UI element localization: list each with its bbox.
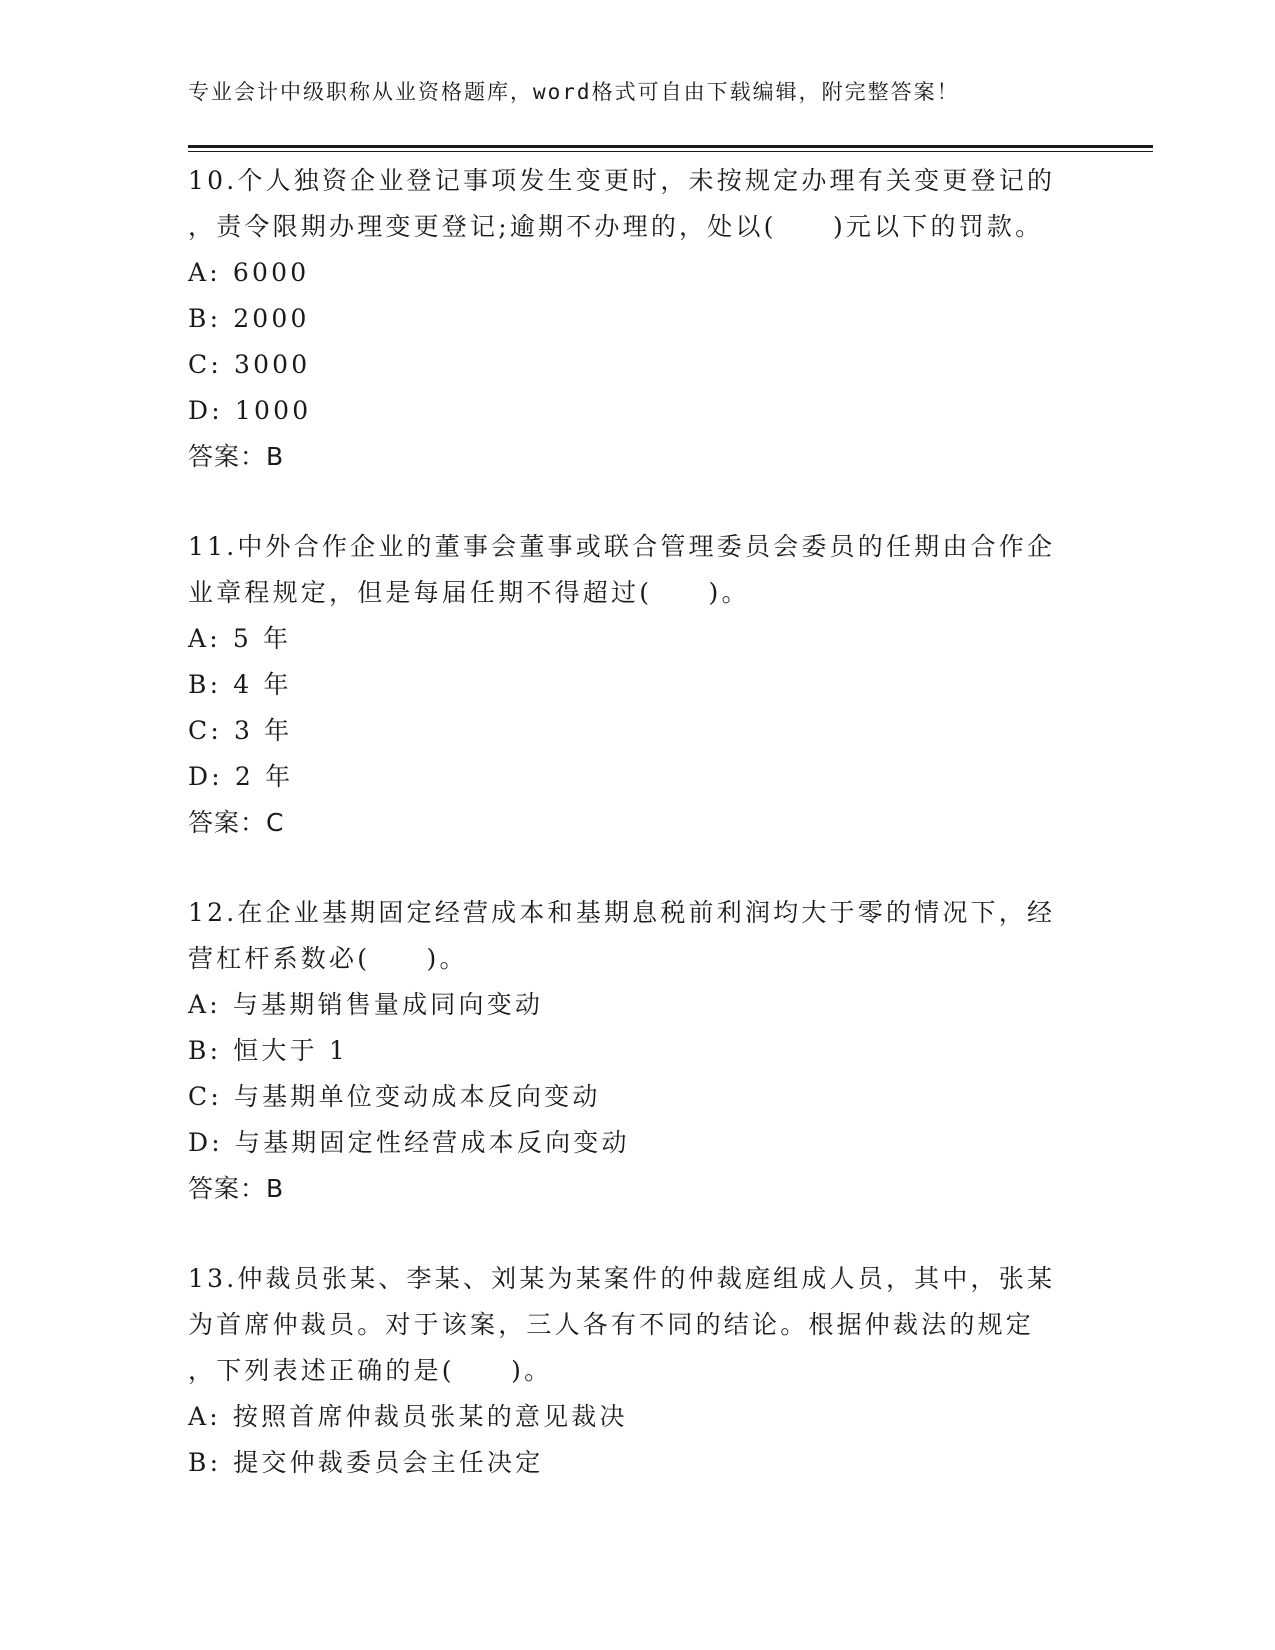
question-stem (188, 524, 1088, 616)
option-list (188, 982, 1088, 1166)
question-stem (188, 1256, 1088, 1394)
option-d: D: 2 年 (188, 762, 294, 791)
header-rule-thick (188, 145, 1153, 148)
option-list (188, 250, 1088, 434)
option-b: B: 提交仲裁委员会主任决定 (188, 1448, 544, 1477)
answer: 答案：B (188, 442, 285, 471)
option-d: D: 与基期固定性经营成本反向变动 (188, 1128, 630, 1157)
option-b: B: 2000 (188, 304, 310, 333)
question-10 (188, 158, 1088, 480)
option-a: A: 6000 (188, 258, 310, 287)
option-b: B: 恒大于 1 (188, 1036, 349, 1065)
stem-line: 10.个人独资企业登记事项发生变更时，未按规定办理有关变更登记的 (188, 166, 1056, 195)
stem-line: 12.在企业基期固定经营成本和基期息税前利润均大于零的情况下，经 (188, 898, 1056, 927)
question-11 (188, 524, 1088, 846)
question-stem (188, 158, 1088, 250)
option-list (188, 616, 1088, 800)
header-rule-thin (188, 151, 1153, 152)
stem-line: ，责令限期办理变更登记;逾期不办理的，处以( )元以下的罚款。 (188, 212, 1044, 241)
option-c: C: 3 年 (188, 716, 293, 745)
question-13 (188, 1256, 1088, 1486)
option-b: B: 4 年 (188, 670, 292, 699)
option-a: A: 5 年 (188, 624, 292, 653)
option-a: A: 按照首席仲裁员张某的意见裁决 (188, 1402, 628, 1431)
question-stem (188, 890, 1088, 982)
answer: 答案：B (188, 1174, 285, 1203)
page-header: 专业会计中级职称从业资格题库，word格式可自由下载编辑，附完整答案！ (188, 80, 960, 104)
stem-line: 业章程规定，但是每届任期不得超过( )。 (188, 578, 750, 607)
stem-line: 11.中外合作企业的董事会董事或联合管理委员会委员的任期由合作企 (188, 532, 1056, 561)
option-list (188, 1394, 1088, 1486)
stem-line: 13.仲裁员张某、李某、刘某为某案件的仲裁庭组成人员，其中，张某 (188, 1264, 1056, 1293)
question-12 (188, 890, 1088, 1212)
option-c: C: 与基期单位变动成本反向变动 (188, 1082, 601, 1111)
option-a: A: 与基期销售量成同向变动 (188, 990, 544, 1019)
stem-line: ，下列表述正确的是( )。 (188, 1356, 553, 1385)
answer: 答案：C (188, 808, 285, 837)
option-d: D: 1000 (188, 396, 312, 425)
option-c: C: 3000 (188, 350, 311, 379)
stem-line: 营杠杆系数必( )。 (188, 944, 468, 973)
stem-line: 为首席仲裁员。对于该案，三人各有不同的结论。根据仲裁法的规定 (188, 1310, 1035, 1339)
question-list (188, 158, 1088, 1530)
